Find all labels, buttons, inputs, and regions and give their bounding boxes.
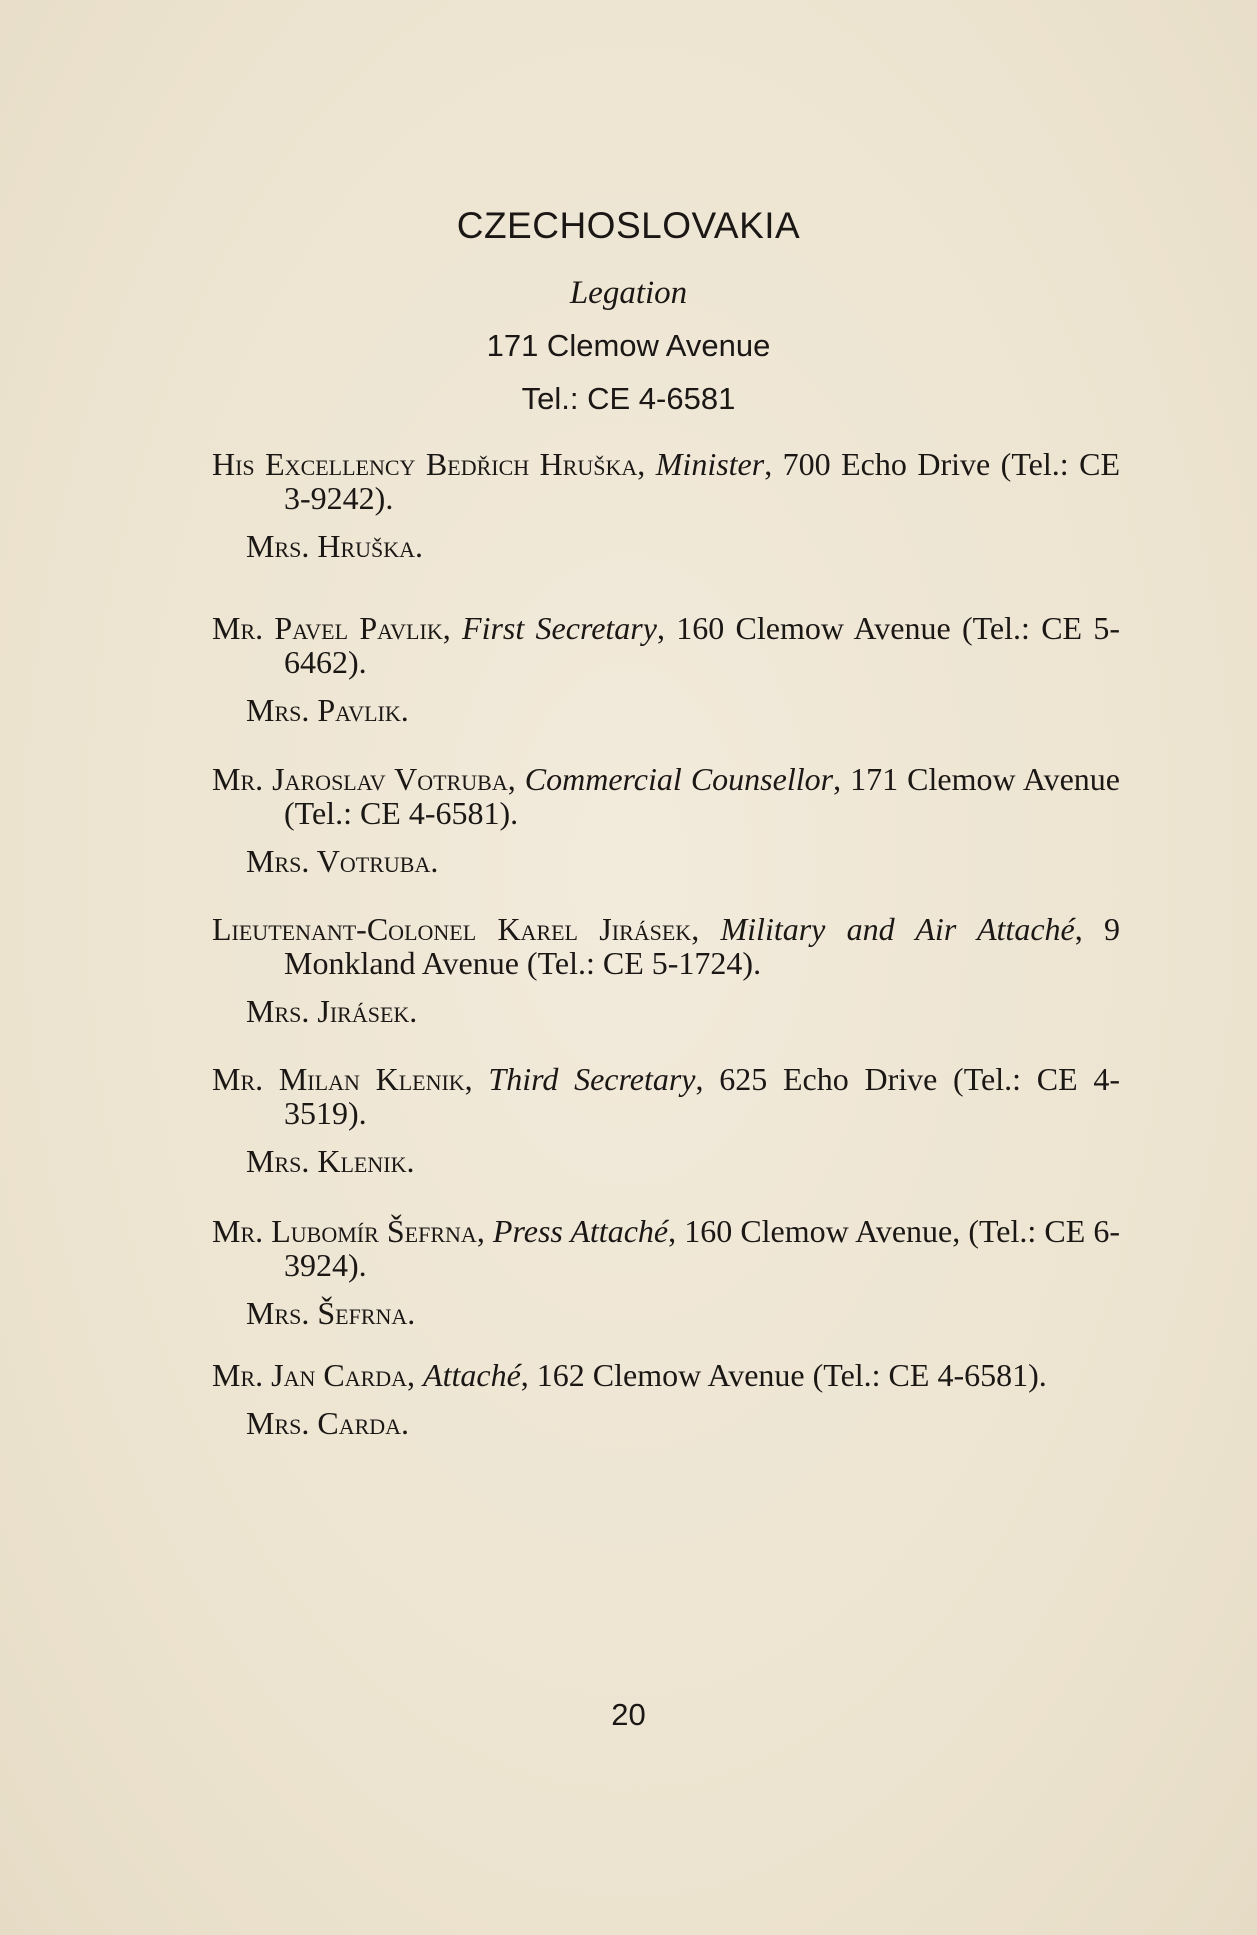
staff-title: Military and Air Attaché xyxy=(720,911,1075,947)
staff-details: 700 Echo Drive (Tel.: CE 3-9242). xyxy=(284,446,1120,516)
staff-entry xyxy=(212,1358,1120,1440)
staff-title: Press Attaché xyxy=(492,1213,669,1249)
staff-entry xyxy=(212,912,1120,1028)
staff-entry xyxy=(212,447,1120,563)
spouse-name: Mrs. Hruška. xyxy=(246,528,424,564)
country-heading: CZECHOSLOVAKIA xyxy=(456,205,801,246)
staff-details: 171 Clemow Avenue (Tel.: CE 4-6581). xyxy=(284,761,1121,831)
staff-entry-main: His Excellency Bedřich Hruška, Minister, 700 Echo Drive (Tel.: CE 3-9242). xyxy=(212,446,1120,516)
staff-title: Third Secretary xyxy=(488,1061,696,1097)
spouse-name: Mrs. Klenik. xyxy=(246,1143,415,1179)
staff-name: Lieutenant-Colonel Karel Jirásek xyxy=(212,911,692,947)
staff-name: Mr. Jaroslav Votruba xyxy=(212,761,508,797)
staff-title: Commercial Counsellor xyxy=(524,761,834,797)
staff-details: 9 Monkland Avenue (Tel.: CE 5-1724). xyxy=(284,911,1121,981)
staff-entry-main: Mr. Pavel Pavlik, First Secretary, 160 Clemow Avenue (Tel.: CE 5-6462). xyxy=(212,610,1121,680)
staff-name: Mr. Lubomír Šefrna xyxy=(212,1213,477,1249)
staff-details: 162 Clemow Avenue (Tel.: CE 4-6581). xyxy=(536,1357,1047,1393)
spouse-name: Mrs. Votruba. xyxy=(246,843,439,879)
spouse-name: Mrs. Carda. xyxy=(246,1405,410,1441)
spouse-name: Mrs. Jirásek. xyxy=(246,993,418,1029)
staff-entry-main: Mr. Milan Klenik, Third Secretary, 625 Echo Drive (Tel.: CE 4-3519). xyxy=(212,1061,1121,1131)
mission-address: 171 Clemow Avenue xyxy=(486,328,771,363)
staff-entry-main: Mr. Jaroslav Votruba, Commercial Counsellor, 171 Clemow Avenue (Tel.: CE 4-6581). xyxy=(212,761,1121,831)
staff-name: Mr. Pavel Pavlik xyxy=(212,610,443,646)
staff-name: His Excellency Bedřich Hruška xyxy=(212,446,638,482)
spouse-name: Mrs. Šefrna. xyxy=(246,1295,416,1331)
staff-entry xyxy=(212,1062,1120,1178)
staff-details: 160 Clemow Avenue, (Tel.: CE 6-3924). xyxy=(284,1213,1121,1283)
staff-entry xyxy=(212,1214,1120,1330)
staff-entry xyxy=(212,611,1120,727)
staff-entry-main: Mr. Lubomír Šefrna, Press Attaché, 160 Clemow Avenue, (Tel.: CE 6-3924). xyxy=(212,1213,1121,1283)
staff-title: First Secretary xyxy=(462,610,657,646)
staff-entry-main: Lieutenant-Colonel Karel Jirásek, Military and Air Attaché, 9 Monkland Avenue (Tel.: CE 5-1724). xyxy=(212,911,1121,981)
spouse-name: Mrs. Pavlik. xyxy=(246,692,409,728)
mission-type: Legation xyxy=(569,275,688,311)
staff-details: 625 Echo Drive (Tel.: CE 4-3519). xyxy=(284,1061,1121,1131)
staff-title: Attaché xyxy=(423,1357,521,1393)
staff-entry xyxy=(212,762,1120,878)
page-number: 20 xyxy=(611,1697,646,1732)
staff-entry-main: Mr. Jan Carda, Attaché, 162 Clemow Avenue (Tel.: CE 4-6581). xyxy=(212,1357,1047,1393)
staff-name: Mr. Jan Carda xyxy=(212,1357,408,1393)
staff-details: 160 Clemow Avenue (Tel.: CE 5-6462). xyxy=(284,610,1121,680)
staff-name: Mr. Milan Klenik xyxy=(212,1061,465,1097)
mission-telephone: Tel.: CE 4-6581 xyxy=(521,381,736,416)
staff-title: Minister xyxy=(655,446,765,482)
